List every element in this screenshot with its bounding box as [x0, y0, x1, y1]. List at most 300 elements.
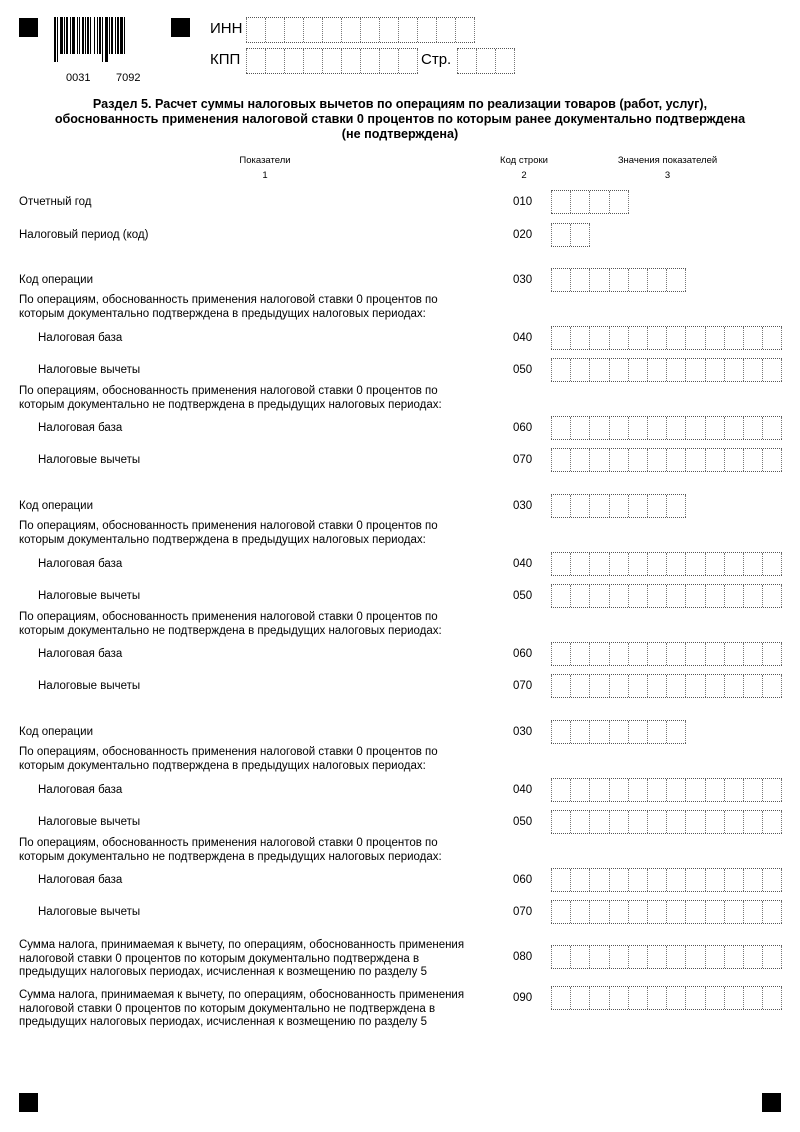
input-cell[interactable]: [762, 987, 782, 1009]
input-cell[interactable]: [303, 18, 322, 42]
input-cell[interactable]: [743, 585, 762, 607]
row-reporting-year-label: Отчетный год: [19, 196, 92, 208]
input-cell[interactable]: [666, 417, 685, 439]
block-2-row-code-040: 040: [513, 558, 533, 570]
input-cell[interactable]: [705, 643, 724, 665]
page-number-field[interactable]: [457, 48, 515, 74]
block-3-confirmed-desc-line-1: По операциям, обоснованность применения налоговой ставки 0 процентов по: [19, 746, 438, 758]
row-080-label-line-3: предыдущих налоговых периодах, исчисленная к возмещению по разделу 5: [19, 966, 427, 978]
block-3-row-code-070: 070: [513, 906, 533, 918]
input-cell[interactable]: [551, 901, 570, 923]
input-cell[interactable]: [398, 49, 418, 73]
input-cell[interactable]: [609, 721, 628, 743]
barcode-bar: [97, 17, 98, 54]
input-cell[interactable]: [705, 987, 724, 1009]
block-2-confirmed-deductions-label: Налоговые вычеты: [38, 590, 141, 602]
input-cell[interactable]: [360, 18, 379, 42]
input-cell[interactable]: [647, 327, 666, 349]
input-cell[interactable]: [724, 987, 743, 1009]
input-cell[interactable]: [666, 269, 686, 291]
input-cell[interactable]: [398, 18, 417, 42]
barcode-bar: [64, 17, 65, 54]
input-cell[interactable]: [628, 359, 647, 381]
input-cell[interactable]: [589, 269, 608, 291]
input-cell[interactable]: [589, 779, 608, 801]
input-cell[interactable]: [609, 327, 628, 349]
input-cell[interactable]: [551, 721, 570, 743]
tax-period-field[interactable]: [551, 223, 590, 247]
input-cell[interactable]: [570, 359, 589, 381]
input-cell[interactable]: [685, 869, 704, 891]
input-cell[interactable]: [647, 495, 666, 517]
input-cell[interactable]: [666, 449, 685, 471]
input-cell[interactable]: [609, 675, 628, 697]
input-cell[interactable]: [570, 495, 589, 517]
input-cell[interactable]: [724, 359, 743, 381]
input-cell[interactable]: [647, 779, 666, 801]
input-cell[interactable]: [705, 901, 724, 923]
input-cell[interactable]: [589, 901, 608, 923]
input-cell[interactable]: [724, 449, 743, 471]
input-cell[interactable]: [685, 553, 704, 575]
input-cell[interactable]: [551, 449, 570, 471]
inn-field[interactable]: [246, 17, 475, 43]
input-cell[interactable]: [743, 359, 762, 381]
block-1-operation-code-label: Код операции: [19, 274, 93, 286]
input-cell[interactable]: [284, 18, 303, 42]
input-cell[interactable]: [455, 18, 475, 42]
block-1-not-confirmed-deductions-label: Налоговые вычеты: [38, 454, 141, 466]
input-cell[interactable]: [666, 869, 685, 891]
input-cell[interactable]: [589, 721, 608, 743]
input-cell[interactable]: [628, 449, 647, 471]
input-cell[interactable]: [628, 811, 647, 833]
input-cell[interactable]: [609, 643, 628, 665]
column-header-line-code-text: Код строки: [500, 155, 548, 166]
input-cell[interactable]: [570, 811, 589, 833]
block-3-operation-code-field[interactable]: [551, 720, 686, 744]
row-080-label-line-1: Сумма налога, принимаемая к вычету, по операциям, обоснованность применения: [19, 939, 465, 951]
input-cell[interactable]: [685, 779, 704, 801]
input-cell[interactable]: [647, 811, 666, 833]
input-cell[interactable]: [609, 946, 628, 968]
alignment-marker-bottom-left: [19, 1093, 38, 1112]
confirmed-deduction-total-field[interactable]: [551, 945, 782, 969]
input-cell[interactable]: [647, 417, 666, 439]
input-cell[interactable]: [685, 417, 704, 439]
input-cell[interactable]: [762, 553, 782, 575]
input-cell[interactable]: [551, 327, 570, 349]
block-2-operation-code-field[interactable]: [551, 494, 686, 518]
input-cell[interactable]: [762, 327, 782, 349]
input-cell[interactable]: [628, 417, 647, 439]
input-cell[interactable]: [666, 901, 685, 923]
input-cell[interactable]: [609, 779, 628, 801]
input-cell[interactable]: [551, 987, 570, 1009]
input-cell[interactable]: [570, 901, 589, 923]
input-cell[interactable]: [551, 585, 570, 607]
input-cell[interactable]: [724, 901, 743, 923]
input-cell[interactable]: [589, 495, 608, 517]
input-cell[interactable]: [724, 779, 743, 801]
input-cell[interactable]: [743, 675, 762, 697]
input-cell[interactable]: [647, 449, 666, 471]
input-cell[interactable]: [647, 269, 666, 291]
barcode-bar: [99, 17, 101, 54]
input-cell[interactable]: [551, 643, 570, 665]
input-cell[interactable]: [762, 779, 782, 801]
barcode-bar: [77, 17, 78, 54]
input-cell[interactable]: [551, 495, 570, 517]
input-cell[interactable]: [724, 869, 743, 891]
barcode-bar: [66, 17, 68, 54]
input-cell[interactable]: [551, 191, 570, 213]
block-1-operation-code-field[interactable]: [551, 268, 686, 292]
input-cell[interactable]: [589, 675, 608, 697]
input-cell[interactable]: [551, 946, 570, 968]
input-cell[interactable]: [589, 191, 608, 213]
input-cell[interactable]: [685, 327, 704, 349]
input-cell[interactable]: [762, 417, 782, 439]
input-cell[interactable]: [743, 449, 762, 471]
input-cell[interactable]: [762, 946, 782, 968]
input-cell[interactable]: [628, 643, 647, 665]
input-cell[interactable]: [743, 987, 762, 1009]
input-cell[interactable]: [609, 811, 628, 833]
input-cell[interactable]: [743, 327, 762, 349]
input-cell[interactable]: [379, 49, 398, 73]
input-cell[interactable]: [705, 327, 724, 349]
input-cell[interactable]: [570, 585, 589, 607]
input-cell[interactable]: [589, 643, 608, 665]
alignment-marker-top-left: [19, 18, 38, 37]
input-cell[interactable]: [762, 643, 782, 665]
barcode-bar: [105, 17, 108, 62]
input-cell[interactable]: [685, 987, 704, 1009]
block-1-confirmed-deductions-field[interactable]: [551, 358, 782, 382]
block-1-confirmed-deductions-label: Налоговые вычеты: [38, 364, 141, 376]
input-cell[interactable]: [705, 449, 724, 471]
input-cell[interactable]: [685, 643, 704, 665]
page-label: Стр.: [421, 51, 452, 68]
block-3-confirmed-tax-base-field[interactable]: [551, 778, 782, 802]
input-cell[interactable]: [570, 191, 589, 213]
barcode-bar: [79, 17, 80, 54]
input-cell[interactable]: [743, 643, 762, 665]
input-cell[interactable]: [570, 946, 589, 968]
input-cell[interactable]: [570, 449, 589, 471]
input-cell[interactable]: [570, 417, 589, 439]
input-cell[interactable]: [246, 18, 265, 42]
row-080-label-line-2: налоговой ставки 0 процентов по которым документально подтверждена в: [19, 952, 420, 965]
block-1-confirmed-tax-base-label: Налоговая база: [38, 332, 123, 344]
input-cell[interactable]: [628, 269, 647, 291]
input-cell[interactable]: [666, 987, 685, 1009]
barcode-bar: [102, 17, 103, 62]
input-cell[interactable]: [705, 359, 724, 381]
input-cell[interactable]: [743, 553, 762, 575]
input-cell[interactable]: [685, 449, 704, 471]
input-cell[interactable]: [551, 553, 570, 575]
input-cell[interactable]: [570, 869, 589, 891]
block-2-not-confirmed-desc-line-1: По операциям, обоснованность применения налоговой ставки 0 процентов по: [19, 611, 438, 623]
block-2-not-confirmed-tax-base-label: Налоговая база: [38, 648, 123, 660]
block-2-not-confirmed-tax-base-field[interactable]: [551, 642, 782, 666]
input-cell[interactable]: [570, 553, 589, 575]
input-cell[interactable]: [724, 675, 743, 697]
input-cell[interactable]: [570, 643, 589, 665]
input-cell[interactable]: [724, 417, 743, 439]
input-cell[interactable]: [628, 987, 647, 1009]
input-cell[interactable]: [551, 224, 570, 246]
input-cell[interactable]: [724, 327, 743, 349]
input-cell[interactable]: [724, 553, 743, 575]
input-cell[interactable]: [609, 987, 628, 1009]
block-1-not-confirmed-deductions-field[interactable]: [551, 448, 782, 472]
block-1-row-code-040: 040: [513, 332, 533, 344]
column-header-indicators: [200, 155, 330, 182]
input-cell[interactable]: [551, 675, 570, 697]
barcode-bar: [85, 17, 86, 54]
input-cell[interactable]: [628, 675, 647, 697]
input-cell[interactable]: [570, 721, 589, 743]
input-cell[interactable]: [341, 18, 360, 42]
input-cell[interactable]: [570, 224, 590, 246]
input-cell[interactable]: [589, 553, 608, 575]
input-cell[interactable]: [265, 49, 284, 73]
input-cell[interactable]: [685, 901, 704, 923]
input-cell[interactable]: [628, 946, 647, 968]
input-cell[interactable]: [551, 869, 570, 891]
section-title: [20, 97, 780, 142]
input-cell[interactable]: [628, 721, 647, 743]
input-cell[interactable]: [666, 721, 686, 743]
input-cell[interactable]: [551, 779, 570, 801]
block-1-row-code-060: 060: [513, 422, 533, 434]
input-cell[interactable]: [705, 675, 724, 697]
input-cell[interactable]: [609, 495, 628, 517]
input-cell[interactable]: [609, 269, 628, 291]
input-cell[interactable]: [570, 779, 589, 801]
input-cell[interactable]: [647, 553, 666, 575]
input-cell[interactable]: [666, 946, 685, 968]
input-cell[interactable]: [341, 49, 360, 73]
input-cell[interactable]: [360, 49, 379, 73]
input-cell[interactable]: [379, 18, 398, 42]
input-cell[interactable]: [570, 269, 589, 291]
block-2-operation-code-label: Код операции: [19, 500, 93, 512]
block-1-not-confirmed-desc-line-1: По операциям, обоснованность применения налоговой ставки 0 процентов по: [19, 385, 438, 397]
input-cell[interactable]: [743, 779, 762, 801]
block-3-row-code-040: 040: [513, 784, 533, 796]
input-cell[interactable]: [570, 675, 589, 697]
block-3-not-confirmed-desc-line-1: По операциям, обоснованность применения налоговой ставки 0 процентов по: [19, 837, 438, 849]
input-cell[interactable]: [628, 553, 647, 575]
input-cell[interactable]: [705, 417, 724, 439]
row-090-label-line-1: Сумма налога, принимаемая к вычету, по операциям, обоснованность применения: [19, 989, 465, 1001]
input-cell[interactable]: [743, 901, 762, 923]
input-cell[interactable]: [705, 869, 724, 891]
input-cell[interactable]: [685, 675, 704, 697]
barcode-bar: [57, 17, 58, 62]
input-cell[interactable]: [628, 327, 647, 349]
block-3-row-code-060: 060: [513, 874, 533, 886]
input-cell[interactable]: [265, 18, 284, 42]
input-cell[interactable]: [705, 811, 724, 833]
input-cell[interactable]: [609, 191, 629, 213]
input-cell[interactable]: [647, 869, 666, 891]
input-cell[interactable]: [724, 811, 743, 833]
input-cell[interactable]: [457, 49, 476, 73]
block-3-confirmed-deductions-field[interactable]: [551, 810, 782, 834]
input-cell[interactable]: [743, 417, 762, 439]
input-cell[interactable]: [436, 18, 455, 42]
input-cell[interactable]: [551, 417, 570, 439]
block-2-confirmed-tax-base-field[interactable]: [551, 552, 782, 576]
input-cell[interactable]: [609, 359, 628, 381]
input-cell[interactable]: [609, 553, 628, 575]
reporting-year-field[interactable]: [551, 190, 629, 214]
input-cell[interactable]: [762, 449, 782, 471]
input-cell[interactable]: [417, 18, 436, 42]
input-cell[interactable]: [589, 869, 608, 891]
block-3-row-code-050: 050: [513, 816, 533, 828]
input-cell[interactable]: [743, 811, 762, 833]
barcode-bar: [90, 17, 91, 54]
input-cell[interactable]: [609, 901, 628, 923]
input-cell[interactable]: [762, 675, 782, 697]
kpp-label: КПП: [210, 51, 241, 68]
row-090-label-line-3: предыдущих налоговых периодах, исчисленная к возмещению по разделу 5: [19, 1016, 427, 1028]
input-cell[interactable]: [647, 675, 666, 697]
kpp-field[interactable]: [246, 48, 418, 74]
input-cell[interactable]: [551, 359, 570, 381]
input-cell[interactable]: [762, 901, 782, 923]
column-number-2: 2: [521, 170, 527, 181]
input-cell[interactable]: [705, 779, 724, 801]
alignment-marker-top-right: [171, 18, 190, 37]
input-cell[interactable]: [589, 987, 608, 1009]
input-cell[interactable]: [495, 49, 515, 73]
input-cell[interactable]: [743, 946, 762, 968]
barcode-bar: [124, 17, 125, 54]
input-cell[interactable]: [628, 779, 647, 801]
input-cell[interactable]: [551, 269, 570, 291]
block-1-confirmed-tax-base-field[interactable]: [551, 326, 782, 350]
input-cell[interactable]: [647, 946, 666, 968]
input-cell[interactable]: [589, 327, 608, 349]
input-cell[interactable]: [666, 495, 686, 517]
block-3-not-confirmed-deductions-field[interactable]: [551, 900, 782, 924]
input-cell[interactable]: [609, 585, 628, 607]
input-cell[interactable]: [724, 585, 743, 607]
input-cell[interactable]: [685, 946, 704, 968]
input-cell[interactable]: [647, 585, 666, 607]
input-cell[interactable]: [666, 779, 685, 801]
input-cell[interactable]: [589, 585, 608, 607]
input-cell[interactable]: [589, 359, 608, 381]
input-cell[interactable]: [303, 49, 322, 73]
input-cell[interactable]: [322, 49, 341, 73]
column-header-line-code: [484, 155, 564, 182]
input-cell[interactable]: [666, 585, 685, 607]
input-cell[interactable]: [246, 49, 265, 73]
input-cell[interactable]: [609, 449, 628, 471]
input-cell[interactable]: [570, 987, 589, 1009]
input-cell[interactable]: [647, 987, 666, 1009]
input-cell[interactable]: [647, 643, 666, 665]
input-cell[interactable]: [762, 869, 782, 891]
input-cell[interactable]: [762, 359, 782, 381]
input-cell[interactable]: [284, 49, 303, 73]
input-cell[interactable]: [666, 675, 685, 697]
input-cell[interactable]: [705, 553, 724, 575]
input-cell[interactable]: [628, 869, 647, 891]
block-3-not-confirmed-tax-base-field[interactable]: [551, 868, 782, 892]
input-cell[interactable]: [762, 585, 782, 607]
barcode-bars: [54, 17, 156, 62]
input-cell[interactable]: [628, 901, 647, 923]
input-cell[interactable]: [322, 18, 341, 42]
input-cell[interactable]: [743, 869, 762, 891]
block-2-confirmed-desc-line-2: которым документально подтверждена в предыдущих налоговых периодах:: [19, 534, 426, 546]
input-cell[interactable]: [666, 553, 685, 575]
input-cell[interactable]: [724, 946, 743, 968]
block-3-confirmed-deductions-label: Налоговые вычеты: [38, 816, 141, 828]
block-1-row-code-070: 070: [513, 454, 533, 466]
block-2-confirmed-desc-line-1: По операциям, обоснованность применения налоговой ставки 0 процентов по: [19, 520, 438, 532]
input-cell[interactable]: [570, 327, 589, 349]
input-cell[interactable]: [551, 811, 570, 833]
input-cell[interactable]: [589, 417, 608, 439]
column-number-3: 3: [664, 170, 671, 181]
input-cell[interactable]: [589, 811, 608, 833]
column-header-values: [585, 155, 750, 182]
not-confirmed-deduction-total-field[interactable]: [551, 986, 782, 1010]
input-cell[interactable]: [647, 721, 666, 743]
input-cell[interactable]: [476, 49, 495, 73]
input-cell[interactable]: [647, 901, 666, 923]
block-2-confirmed-deductions-field[interactable]: [551, 584, 782, 608]
input-cell[interactable]: [666, 359, 685, 381]
input-cell[interactable]: [589, 449, 608, 471]
block-2-row-code-070: 070: [513, 680, 533, 692]
input-cell[interactable]: [762, 811, 782, 833]
barcode-bar: [109, 17, 110, 54]
input-cell[interactable]: [724, 643, 743, 665]
input-cell[interactable]: [685, 811, 704, 833]
input-cell[interactable]: [666, 811, 685, 833]
input-cell[interactable]: [705, 585, 724, 607]
barcode-bar: [117, 17, 119, 54]
input-cell[interactable]: [628, 585, 647, 607]
input-cell[interactable]: [609, 417, 628, 439]
input-cell[interactable]: [685, 585, 704, 607]
input-cell[interactable]: [589, 946, 608, 968]
block-1-row-code-050: 050: [513, 364, 533, 376]
block-2-not-confirmed-deductions-field[interactable]: [551, 674, 782, 698]
input-cell[interactable]: [609, 869, 628, 891]
input-cell[interactable]: [628, 495, 647, 517]
block-1-not-confirmed-tax-base-field[interactable]: [551, 416, 782, 440]
input-cell[interactable]: [685, 359, 704, 381]
input-cell[interactable]: [666, 643, 685, 665]
input-cell[interactable]: [705, 946, 724, 968]
input-cell[interactable]: [666, 327, 685, 349]
input-cell[interactable]: [647, 359, 666, 381]
block-1-not-confirmed-desc-line-2: которым документально не подтверждена в предыдущих налоговых периодах:: [19, 399, 442, 411]
row-code-090: 090: [513, 992, 533, 1004]
